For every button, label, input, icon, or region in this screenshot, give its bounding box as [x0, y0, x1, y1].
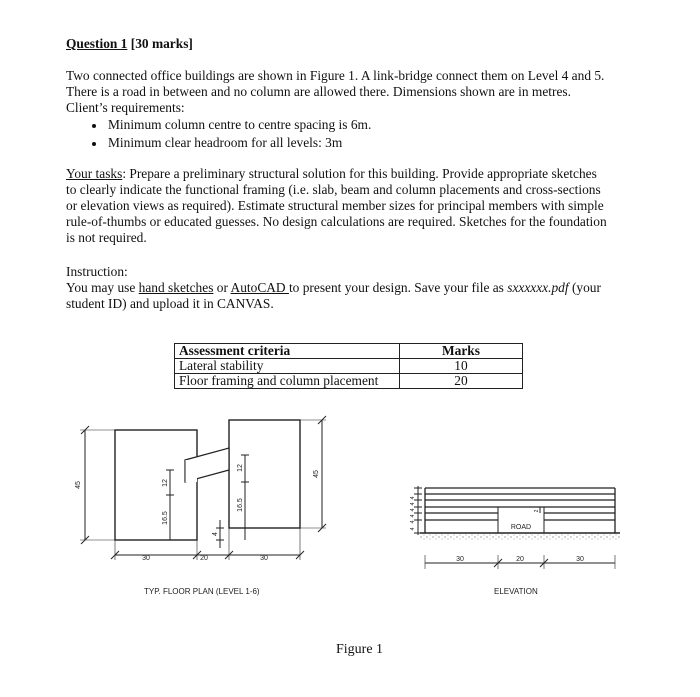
- criterion-cell: Lateral stability: [175, 359, 400, 374]
- dim-label: 16.5: [162, 511, 169, 525]
- question-number: Question 1: [66, 36, 128, 51]
- level-dim-label: 4: [410, 502, 416, 506]
- instruction-line-2: student ID) and upload it in CANVAS.: [66, 296, 274, 311]
- intro-line-3: Client’s requirements:: [66, 100, 185, 115]
- level-dim-label: 4: [410, 508, 416, 512]
- dim-label: 20: [516, 556, 524, 563]
- dim-label: 12: [237, 464, 244, 472]
- floor-plan: [80, 416, 326, 560]
- intro-line-2: There is a road in between and no column are allowed there. Dimensions shown are in metres.: [66, 84, 571, 99]
- tasks-line-4: rule-of-thumbs or educated guesses. No design calculations are required. Sketches for the foundation: [66, 214, 607, 229]
- figure-caption: Figure 1: [336, 642, 384, 657]
- road-label: ROAD: [510, 524, 532, 531]
- dim-label: 4: [212, 532, 219, 536]
- level-dim-label: 4: [410, 520, 416, 524]
- instruction-mid: or: [213, 280, 231, 295]
- tasks-label: Your tasks: [66, 166, 123, 181]
- criteria-header: Assessment criteria: [175, 344, 400, 359]
- requirement-1: Minimum column centre to centre spacing is 6m.: [108, 117, 372, 132]
- hand-sketches-text: hand sketches: [138, 280, 214, 295]
- dim-label: 45: [75, 481, 82, 489]
- filename-text: sxxxxxx.pdf: [507, 280, 569, 295]
- level-dim-label: 4: [410, 496, 416, 500]
- marks-header: Marks: [400, 344, 523, 359]
- autocad-text: AutoCAD: [230, 280, 289, 295]
- tasks-line-3: or elevation views as required). Estimate structural member sizes for principal members with simple: [66, 198, 604, 213]
- dim-label: 12: [162, 479, 169, 487]
- dim-label: 30: [260, 555, 268, 562]
- intro-line-1: Two connected office buildings are shown in Figure 1. A link-bridge connect them on Level 4 and 5.: [66, 68, 605, 83]
- dim-label: 16.5: [237, 498, 244, 512]
- instruction-title: Instruction:: [66, 264, 128, 279]
- requirement-2: Minimum clear headroom for all levels: 3m: [108, 135, 343, 150]
- dim-label: 30: [142, 555, 150, 562]
- bridge-dim-label: 2: [534, 509, 540, 513]
- dim-label: 20: [200, 555, 208, 562]
- instruction-post: to present your design. Save your file as: [288, 280, 508, 295]
- dim-label: 30: [456, 556, 464, 563]
- instruction-pre: You may use: [66, 280, 139, 295]
- level-dim-label: 4: [410, 527, 416, 531]
- dim-label: 45: [313, 470, 320, 478]
- elevation-caption: ELEVATION: [494, 587, 538, 596]
- tasks-text-1: : Prepare a preliminary structural solution for this building. Provide appropriate sketches: [122, 166, 597, 181]
- plan-caption: TYP. FLOOR PLAN (LEVEL 1-6): [144, 587, 260, 596]
- tasks-line-5: is not required.: [66, 230, 147, 245]
- criterion-cell: Floor framing and column placement: [175, 374, 400, 389]
- question-marks: [30 marks]: [130, 36, 193, 51]
- left-building: [115, 430, 197, 540]
- marks-cell: 20: [400, 374, 523, 389]
- marks-cell: 10: [400, 359, 523, 374]
- tasks-line-2: to clearly indicate the functional framing (i.e. slab, beam and column placements and cross-sections: [66, 182, 601, 197]
- dim-label: 30: [576, 556, 584, 563]
- level-dim-label: 4: [410, 514, 416, 518]
- instruction-post2: (your: [568, 280, 601, 295]
